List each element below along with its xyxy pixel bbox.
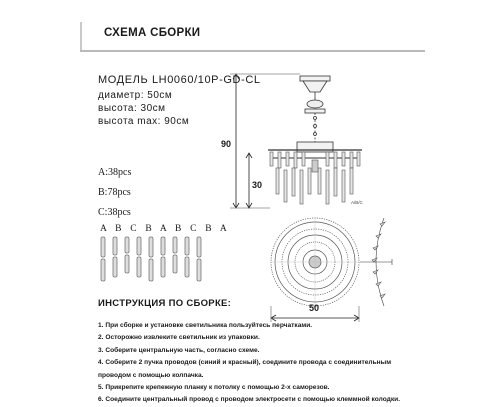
instruction-step: проводом с помощью колпачка. [98,371,204,379]
crystal-arc-profile [360,218,392,306]
instructions-list [98,320,423,407]
crystal-pattern-letters: A B C B A B C B A [100,224,230,234]
chandelier-side-view [268,150,362,204]
count-a: A:38pcs [98,167,132,178]
crystal-pattern-strands [101,237,201,281]
instruction-step: 1. При сборке и установке светильника пользуйтесь перчатками. [98,322,313,329]
instructions-title: ИНСТРУКЦИЯ ПО СБОРКЕ: [98,298,232,309]
dimension-90 [230,74,300,208]
model-name: МОДЕЛЬ LH0060/10P-GD-CL [98,74,261,86]
instruction-step: 3. Соберите центральную часть, согласно схеме. [98,346,260,354]
instruction-step: 4. Соберите 2 пучка проводов (синий и красный), соедините провода с соединительным [98,359,392,367]
spec-height: высота: 30см [98,103,166,114]
instruction-step: 5. Прикрепите крепежную планку к потолку с помощью 2-х саморезов. [98,384,330,392]
instruction-step: 2. Осторожно извлеките светильник из упаковки. [98,334,260,342]
count-b: B:78pcs [98,187,131,198]
label-50: 50 [309,303,320,313]
canopy-and-rod [297,76,333,152]
instruction-step: 6. Соедините центральный провод с проводом электросети с помощью клеммной колодки. [98,396,401,404]
label-90: 90 [221,139,232,149]
count-c: C:38pcs [98,207,131,218]
page-title: СХЕМА СБОРКИ [104,27,201,39]
spec-diameter: диаметр: 50см [98,90,173,101]
spec-height-max: высота max: 90см [98,116,190,127]
side-view-label: A/B/C [351,200,363,205]
chandelier-top-view [271,218,359,306]
label-30: 30 [252,180,263,190]
